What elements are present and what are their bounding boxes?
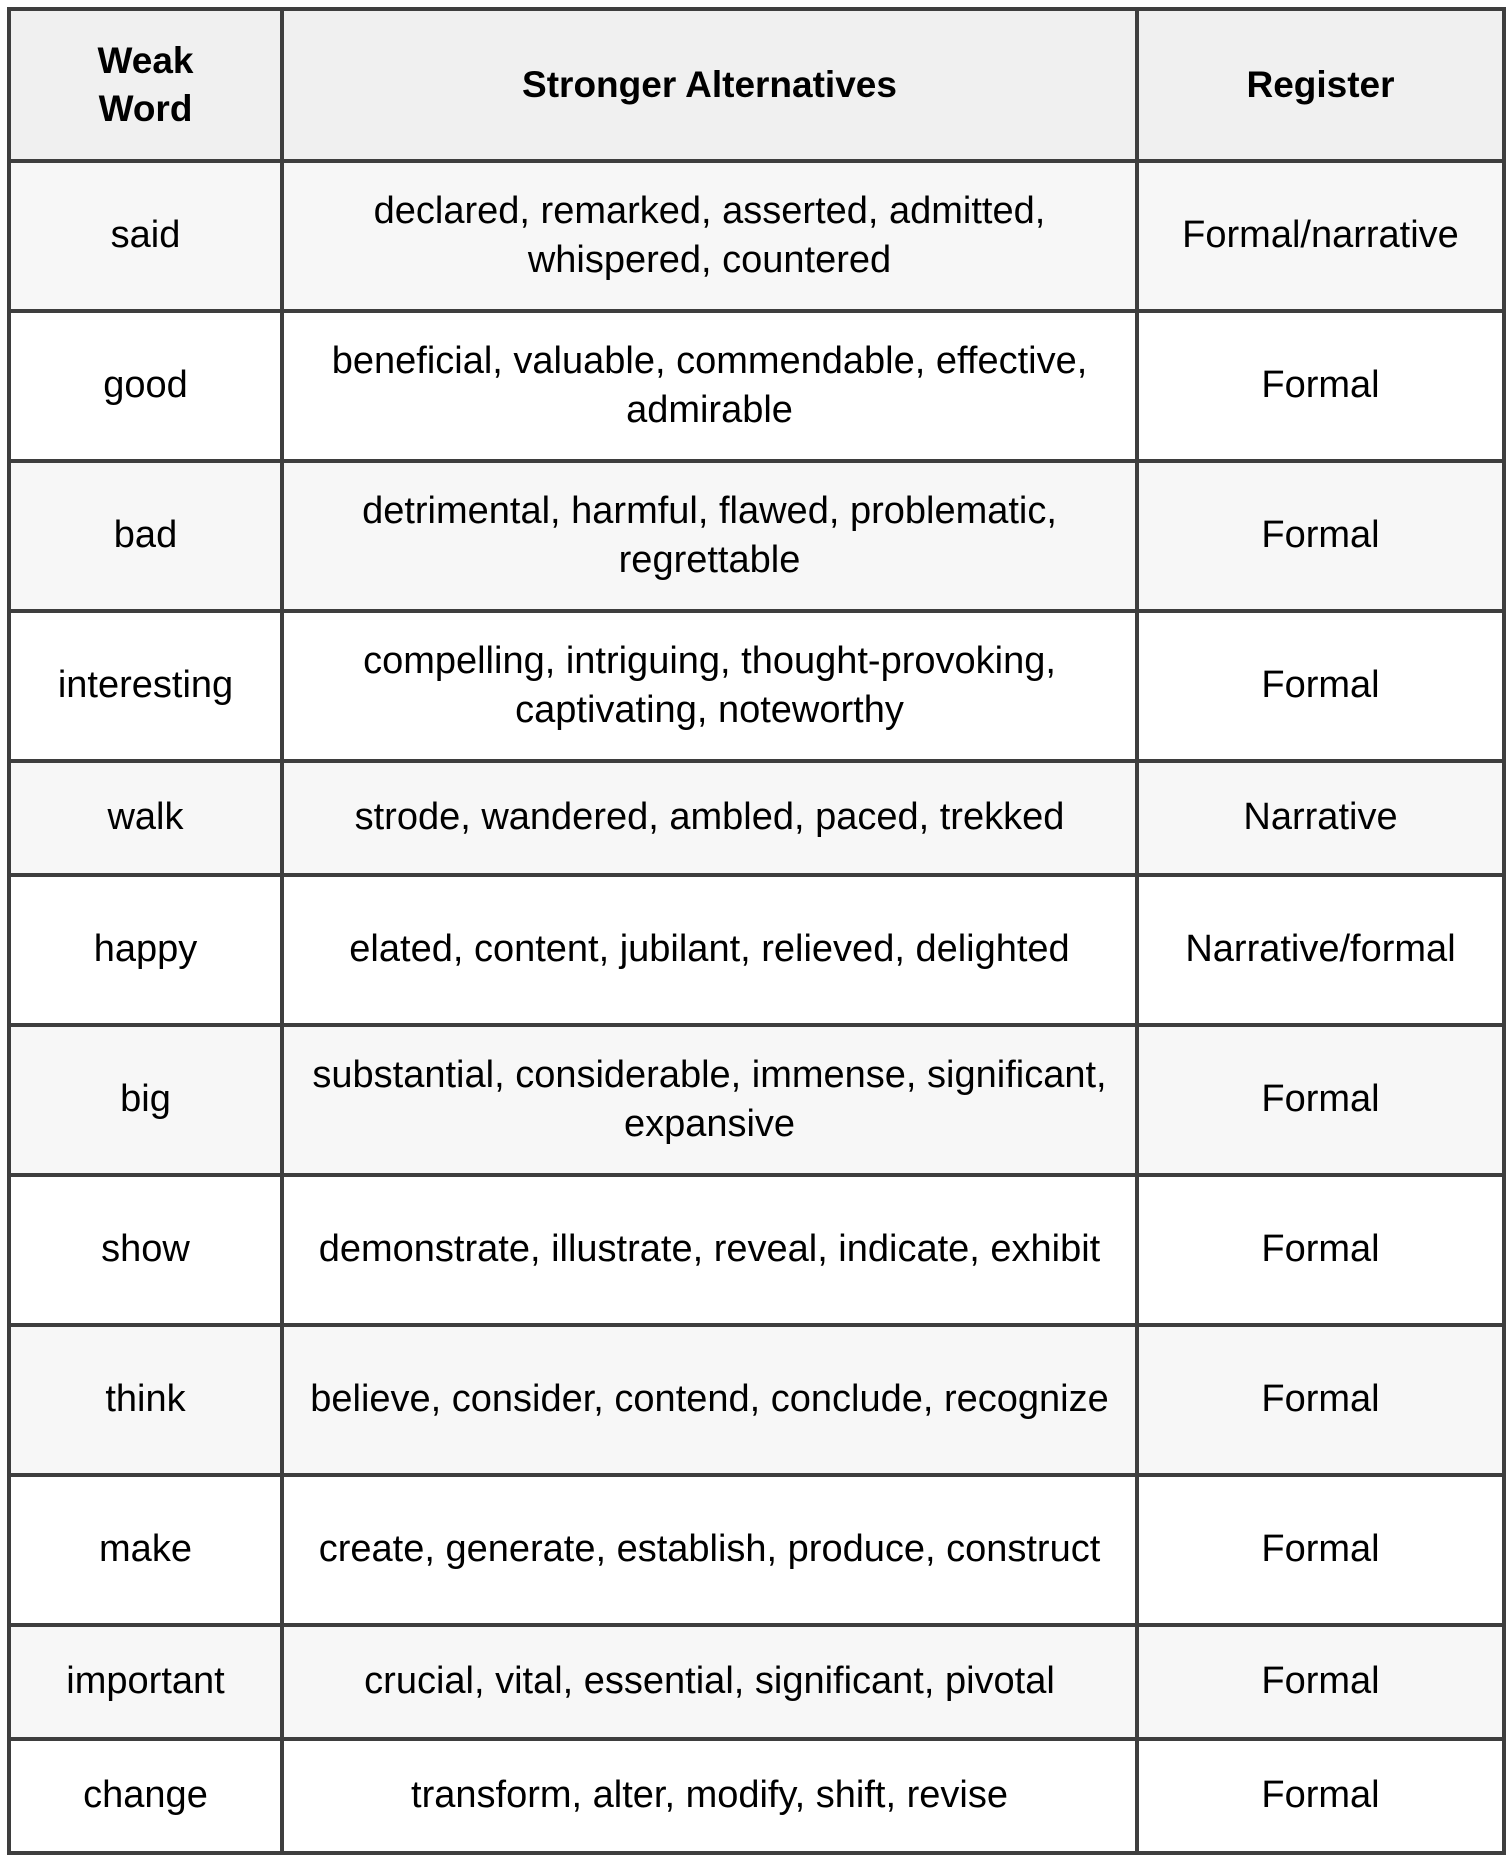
cell-weak-word: important — [9, 1625, 282, 1739]
table-row — [9, 611, 1504, 761]
table-body — [9, 161, 1504, 1853]
table-row — [9, 761, 1504, 875]
cell-alternatives: believe, consider, contend, conclude, recognize — [282, 1325, 1137, 1475]
column-header-weak-word-line2: Word — [98, 88, 193, 129]
cell-alternatives: create, generate, establish, produce, construct — [282, 1475, 1137, 1625]
cell-alternatives: compelling, intriguing, thought-provoking, captivating, noteworthy — [282, 611, 1137, 761]
cell-register: Formal — [1137, 461, 1504, 611]
cell-weak-word: happy — [9, 875, 282, 1025]
cell-weak-word: walk — [9, 761, 282, 875]
column-header-register: Register — [1137, 9, 1504, 161]
cell-register: Formal — [1137, 1625, 1504, 1739]
cell-register: Formal — [1137, 1325, 1504, 1475]
table-row — [9, 1025, 1504, 1175]
cell-register: Formal — [1137, 611, 1504, 761]
table-header — [9, 9, 1504, 161]
weak-word-alternatives-table — [7, 7, 1506, 1855]
column-header-stronger-alternatives: Stronger Alternatives — [282, 9, 1137, 161]
table-row — [9, 1475, 1504, 1625]
cell-register: Formal — [1137, 1175, 1504, 1325]
cell-weak-word: bad — [9, 461, 282, 611]
cell-weak-word: think — [9, 1325, 282, 1475]
table-row — [9, 1175, 1504, 1325]
table-row — [9, 1739, 1504, 1853]
table-row — [9, 311, 1504, 461]
cell-register: Formal — [1137, 1475, 1504, 1625]
cell-alternatives: crucial, vital, essential, significant, pivotal — [282, 1625, 1137, 1739]
cell-register: Formal — [1137, 1025, 1504, 1175]
cell-alternatives: beneficial, valuable, commendable, effective, admirable — [282, 311, 1137, 461]
header-row — [9, 9, 1504, 161]
cell-weak-word: big — [9, 1025, 282, 1175]
cell-weak-word: interesting — [9, 611, 282, 761]
cell-weak-word: said — [9, 161, 282, 311]
cell-weak-word: make — [9, 1475, 282, 1625]
column-header-weak-word-line1: Weak — [97, 39, 194, 81]
cell-register: Formal — [1137, 1739, 1504, 1853]
cell-alternatives: declared, remarked, asserted, admitted, whispered, countered — [282, 161, 1137, 311]
cell-alternatives: strode, wandered, ambled, paced, trekked — [282, 761, 1137, 875]
cell-register: Formal/narrative — [1137, 161, 1504, 311]
cell-alternatives: substantial, considerable, immense, significant, expansive — [282, 1025, 1137, 1175]
table-row — [9, 161, 1504, 311]
cell-weak-word: show — [9, 1175, 282, 1325]
cell-register: Narrative/formal — [1137, 875, 1504, 1025]
cell-weak-word: change — [9, 1739, 282, 1853]
cell-register: Narrative — [1137, 761, 1504, 875]
cell-alternatives: transform, alter, modify, shift, revise — [282, 1739, 1137, 1853]
cell-alternatives: detrimental, harmful, flawed, problematic, regrettable — [282, 461, 1137, 611]
cell-weak-word: good — [9, 311, 282, 461]
column-header-weak-word — [9, 9, 282, 161]
cell-register: Formal — [1137, 311, 1504, 461]
table-row — [9, 1625, 1504, 1739]
table-row — [9, 461, 1504, 611]
table-row — [9, 1325, 1504, 1475]
table-row — [9, 875, 1504, 1025]
cell-alternatives: demonstrate, illustrate, reveal, indicate, exhibit — [282, 1175, 1137, 1325]
cell-alternatives: elated, content, jubilant, relieved, delighted — [282, 875, 1137, 1025]
